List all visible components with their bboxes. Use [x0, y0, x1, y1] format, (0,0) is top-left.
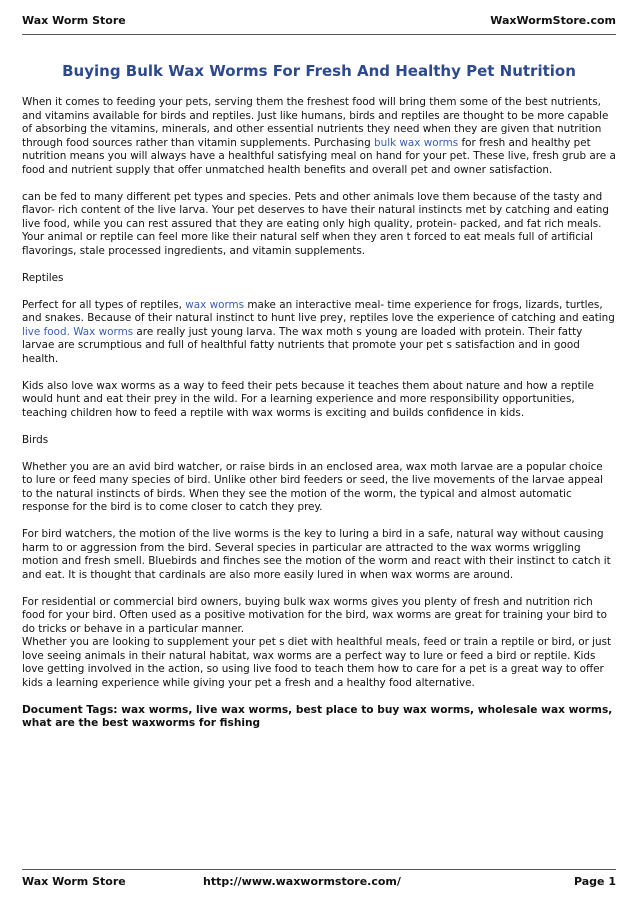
text-run: When it comes to feeding your pets, serving them the freshest food will bring them some of the best nutrients, and vitamins available for birds and reptiles. Just like humans, birds and reptiles are thought to be more capable of absorbing the vitamins, minerals, and other essential nutrients they need when they are given that nutrition through food sources rather than vitamin supplements. Purchasing [22, 96, 609, 149]
section-heading-birds: Birds [22, 433, 49, 446]
paragraph-bird-watchers: For bird watchers, the motion of the live worms is the key to luring a bird in a safe, natural way without causing harm to or aggression from the bird. Several species in particular are attracted to the wax worms wriggling motion and fresh smell. Bluebirds and finches see the motion of the worm and react with their instinct to catch it and eat. It is thought that cardinals are also more easily lured in when wax worms are around. [22, 528, 611, 581]
document-tags: Document Tags: wax worms, live wax worms, best place to buy wax worms, wholesale wax worms, what are the best waxworms for fishing [22, 703, 613, 729]
paragraph-intro [22, 96, 616, 177]
footer-page-number: Page 1 [573, 875, 616, 888]
footer-site-name: Wax Worm Store [22, 875, 126, 888]
page-header [22, 10, 616, 35]
page-title: Buying Bulk Wax Worms For Fresh And Healthy Pet Nutrition [62, 62, 576, 80]
text-run: make an interactive meal- time experience for frogs, lizards, turtles, and snakes. Because of their natural instinct to hunt live prey, reptiles love the experience of catching and eating [22, 298, 615, 324]
text-run: are really just young larva. The wax moth s young are loaded with protein. Their fatty larvae are scrumptious and full of healthful fatty nutrients that promote your pet s satisfaction and in good health. [22, 325, 583, 365]
link-bulk-wax-worms[interactable]: bulk wax worms [374, 136, 459, 149]
link-live-food[interactable]: live food. [22, 325, 70, 338]
document-body [22, 96, 616, 744]
text-run: for fresh and healthy pet nutrition means you will always have a healthful satisfying meal on hand for your pet. These live, fresh grub are a food and nutrient supply that offer unmatched health benefits and overall pet and owner satisfaction. [22, 136, 616, 176]
text-run: Perfect for all types of reptiles, [22, 298, 186, 311]
link-wax-worms-2[interactable]: Wax worms [73, 325, 134, 338]
paragraph-pet-types: can be fed to many different pet types and species. Pets and other animals love them because of the tasty and flavor- rich content of the live larva. Your pet deserves to have their natural instincts met by catching and eating live food, while you can rest assured that they are eating only high quality, protein- packed, and fat rich meals. Your animal or reptile can feel more like their natural self when they aren t forced to eat meals full of artificial flavorings, stale processed ingredients, and vitamin supplements. [22, 190, 609, 257]
footer-url: http://www.waxwormstore.com/ [203, 875, 401, 888]
link-wax-worms[interactable]: wax worms [185, 298, 245, 311]
section-heading-reptiles: Reptiles [22, 271, 64, 284]
header-site-name: Wax Worm Store [22, 14, 126, 27]
paragraph-birds-intro: Whether you are an avid bird watcher, or raise birds in an enclosed area, wax moth larvae are a popular choice to lure or feed many species of bird. Unlike other bird feeders or seed, the live movements of the larvae appeal to the natural instincts of birds. When they see the motion of the worm, the typical and almost automatic response for the bird is to come closer to catch they prey. [22, 460, 603, 513]
page-footer [22, 869, 616, 890]
paragraph-bird-owners: For residential or commercial bird owners, buying bulk wax worms gives you plenty of fresh and nutrition rich food for your bird. Often used as a positive motivation for the bird, wax worms are great for training your bird to do tricks or behave in a particular manner. [22, 595, 607, 635]
paragraph-kids: Kids also love wax worms as a way to feed their pets because it teaches them about nature and how a reptile would hunt and eat their prey in the wild. For a learning experience and more responsibility opportunities, teaching children how to feed a reptile with wax worms is exciting and builds confidence in kids. [22, 379, 594, 419]
header-site-domain: WaxWormStore.com [490, 14, 616, 27]
paragraph-reptiles [22, 299, 616, 367]
paragraph-conclusion: Whether you are looking to supplement your pet s diet with healthful meals, feed or train a reptile or bird, or just love seeing animals in their natural habitat, wax worms are a perfect way to lure or feed a bird or reptile. Kids love getting involved in the action, so using live food to teach them how to care for a pet is a great way to offer kids a learning experience while giving your pet a fresh and a healthy food alternative. [22, 636, 612, 689]
